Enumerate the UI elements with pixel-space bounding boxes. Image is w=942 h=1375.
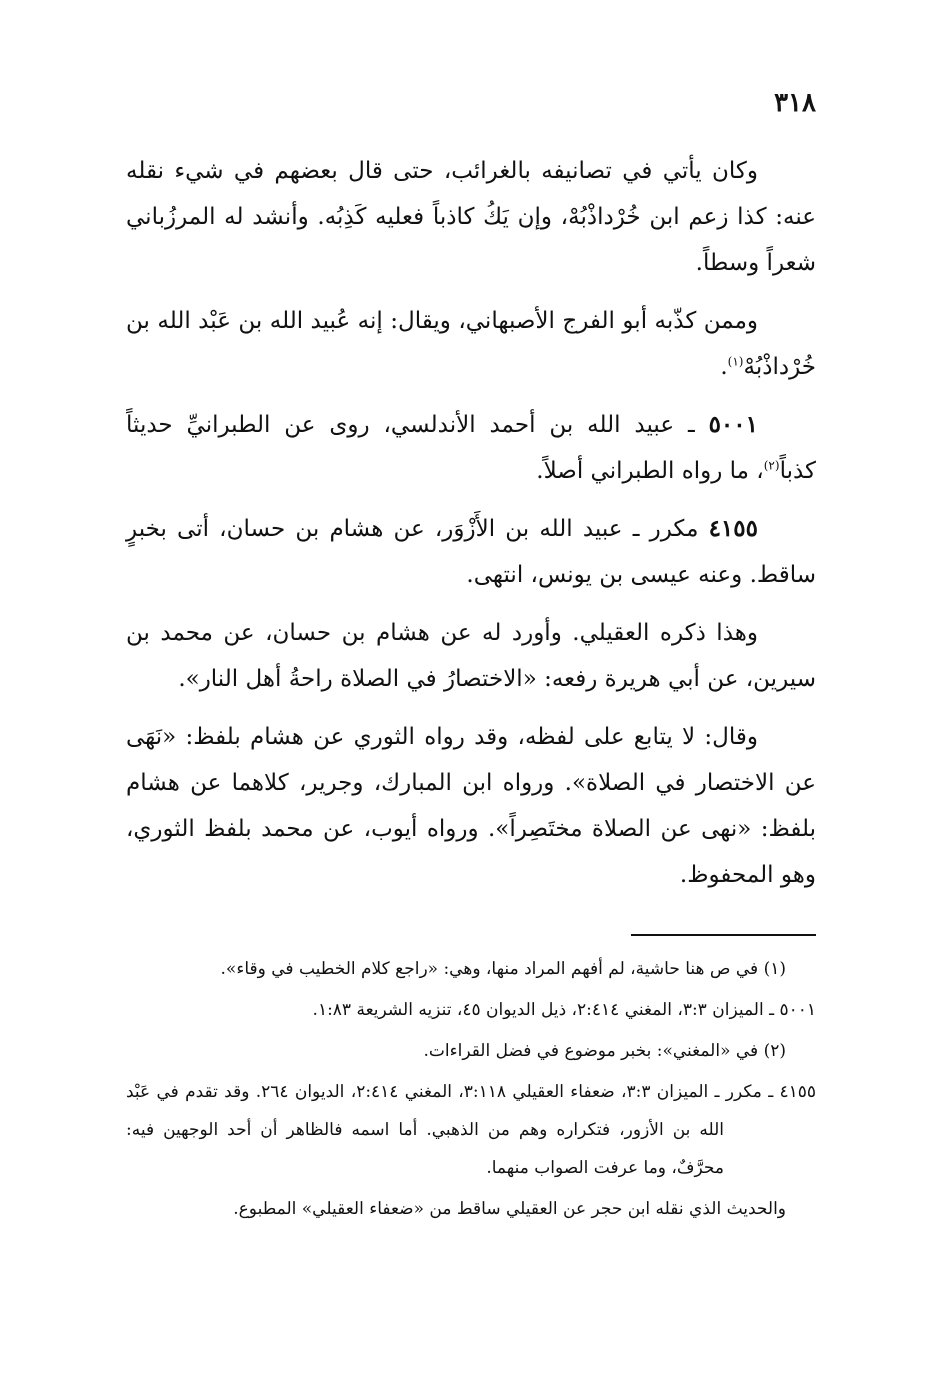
entry-4155 [126, 506, 816, 598]
main-text [126, 148, 816, 910]
entry-4155-text: مكرر ـ عبيد الله بن الأَزْوَر، عن هشام بن حسان، أتى بخبرٍ ساقط. وعنه عيسى بن يونس، انتهى. [126, 516, 816, 588]
entry-5001-tail: ، ما رواه الطبراني أصلاً. [536, 458, 764, 484]
entry-5001-text: ـ عبيد الله بن أحمد الأندلسي، روى عن الطبرانيِّ حديثاً كذباً [126, 412, 816, 484]
footnote-source-4155: ٤١٥٥ ـ مكرر ـ الميزان ٣:٣، ضعفاء العقيلي ٣:١١٨، المغني ٢:٤١٤، الديوان ٢٦٤. وقد تقدم في عَبْد الله بن الأزور، فتكراره وهم من الذهبي. أما اسمه فالظاهر أن أحد الوجهين فيه: محرَّفٌ، وما عرفت الصواب منهما. [126, 1082, 817, 1178]
footnote-hadith-note: والحديث الذي نقله ابن حجر عن العقيلي ساقط من «ضعفاء العقيلي» المطبوع. [233, 1199, 786, 1219]
footnote-source-5001: ٥٠٠١ ـ الميزان ٣:٣، المغني ٢:٤١٤، ذيل الديوان ٤٥، تنزيه الشريعة ١:٨٣. [312, 1000, 816, 1020]
paragraph-thawri: وقال: لا يتابع على لفظه، وقد رواه الثوري عن هشام بلفظ: «نَهَى عن الاختصار في الصلاة». ورواه ابن المبارك، وجرير، كلاهما عن هشام بلفظ: «نهى عن الصلاة مختَصِراً». ورواه أيوب، عن محمد بلفظ الثوري، وهو المحفوظ. [126, 724, 816, 888]
paragraph-ibn-khurdadhbih-1: وكان يأتي في تصانيفه بالغرائب، حتى قال بعضهم في شيء نقله عنه: كذا زعم ابن خُرْداذْبُهْ، وإن يَكُ كاذباً فعليه كَذِبُه. وأنشد له المرزُباني شعراً وسطاً. [126, 158, 816, 276]
paragraph-uqayli: وهذا ذكره العقيلي. وأورد له عن هشام بن حسان، عن محمد بن سيرين، عن أبي هريرة رفعه: «الاختصارُ في الصلاة راحةُ أهل النار». [126, 620, 816, 692]
footnote-ref-1: (١) [727, 354, 744, 369]
paragraph-ibn-khurdadhbih-2 [126, 298, 816, 390]
footnote-1: (١) في ص هنا حاشية، لم أفهم المراد منها، وهي: «راجع كلام الخطيب في وقاء». [220, 959, 786, 979]
entry-number-5001: ٥٠٠١ [708, 411, 758, 438]
entry-5001 [126, 402, 816, 494]
page-number: ٣١٨ [774, 88, 816, 118]
footnote-divider [631, 934, 816, 936]
entry-number-4155: ٤١٥٥ [708, 515, 758, 542]
paragraph-text: وممن كذّبه أبو الفرج الأصبهاني، ويقال: إنه عُبيد الله بن عَبْد الله بن خُرْداذْبُهْ [126, 308, 816, 380]
footnote-ref-2: (٢) [763, 458, 780, 473]
footnote-2: (٢) في «المغني»: بخبر موضوع في فضل القراءات. [423, 1041, 786, 1061]
period: . [720, 354, 728, 380]
footnotes [126, 950, 816, 1231]
